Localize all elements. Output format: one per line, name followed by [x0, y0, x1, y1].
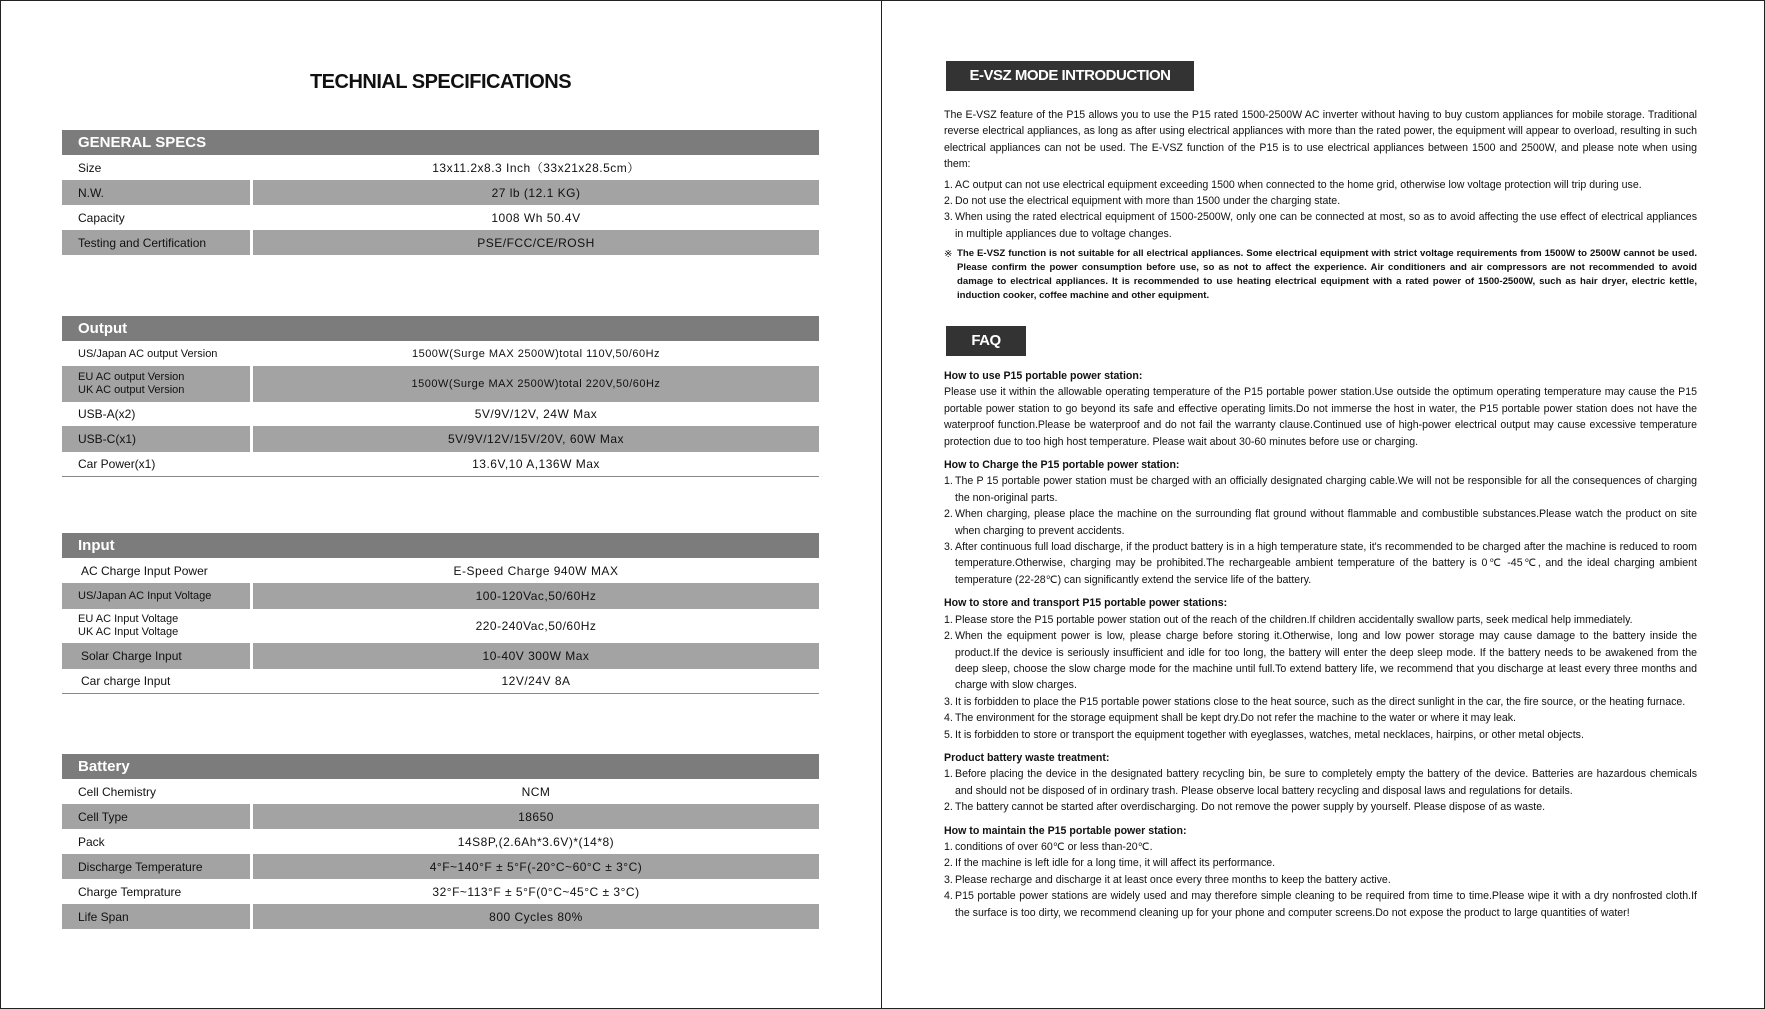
- table-row: [62, 402, 819, 426]
- list-item: 1. AC output can not use electrical equipment exceeding 1500 when connected to the home grid, otherwise low voltage protection will trip during use.: [944, 178, 1642, 191]
- section-heading: Battery: [62, 754, 819, 779]
- spec-value: 800 Cycles 80%: [253, 904, 819, 929]
- table-row: [62, 180, 819, 205]
- spec-value: 27 lb (12.1 KG): [253, 180, 819, 205]
- spec-value: 32°F~113°F ± 5°F(0°C~45°C ± 3°C): [432, 884, 640, 899]
- page-divider: [881, 0, 882, 1009]
- list-item: 3. After continuous full load discharge, if the product battery is in a high temperature state, it's recommended to be charged after the machine is reduced to room temperature.Otherwise, charging may be prohibited.The rechargeable ambient temperature of the battery is 0℃ -45℃, and the ideal charging ambient temperature (22-28℃) can significantly extend the service life of the battery.: [944, 541, 1697, 586]
- table-row: [62, 155, 819, 180]
- faq-badge: FAQ: [946, 326, 1026, 356]
- spec-key: [62, 609, 250, 643]
- input-table: [62, 533, 819, 694]
- spec-key: Solar Charge Input: [62, 643, 250, 669]
- spec-key: USB-A(x2): [78, 407, 136, 421]
- list-item: 1. The P 15 portable power station must be charged with an officially designated charging cable.We will not be responsible for all the consequences of charging the non-original parts.: [944, 475, 1697, 504]
- list-item: 3. Please recharge and discharge it at least once every three months to keep the battery active.: [944, 873, 1391, 886]
- evsz-note: [944, 247, 1697, 303]
- spec-key: Capacity: [78, 210, 125, 225]
- spec-key: Discharge Temperature: [62, 854, 250, 879]
- faq-question: How to store and transport P15 portable power stations:: [944, 597, 1228, 610]
- spec-key: Life Span: [62, 904, 250, 929]
- table-row: [62, 829, 819, 854]
- output-table: [62, 316, 819, 477]
- table-row: [62, 205, 819, 230]
- table-row: [62, 366, 819, 402]
- spec-key: Pack: [78, 834, 105, 849]
- list-item: 2. If the machine is left idle for a long time, it will affect its performance.: [944, 857, 1276, 870]
- page-title: TECHNIAL SPECIFICATIONS: [309, 71, 572, 93]
- section-heading: Output: [62, 316, 819, 341]
- table-row: [62, 643, 819, 669]
- faq-question: Product battery waste treatment:: [944, 751, 1110, 764]
- table-row: [62, 854, 819, 879]
- list-item: 1. conditions of over 60℃ or less than-20℃.: [944, 840, 1153, 853]
- spec-key: Charge Temprature: [78, 884, 182, 899]
- spec-key: Cell Type: [62, 804, 250, 829]
- battery-table: [62, 754, 819, 929]
- faq-answer: Please use it within the allowable operating temperature of the P15 portable power station.Use outside the optimum operating temperature may cause the P15 portable power station to go beyond its safe and effective operating limits.Do not immerse the host in water, the P15 portable power station does not have the waterproof function.Please be waterproof and do not fail the warranty clause.Continued use of high-power electrical output may cause excessive temperature protection due to too high host temperature. Please wait about 30-60 minutes before use or charging.: [944, 386, 1697, 448]
- spec-key: Size: [78, 160, 102, 175]
- list-item: 4. P15 portable power stations are widely used and may therefore simple cleaning to be required from time to time.Please wipe it with a dry nonfrosted cloth.If the surface is too dirty, we recommend cleaning up for your phone and computer screens.Do not expose the product to large quantities of water!: [944, 890, 1697, 919]
- note-text: The E-VSZ function is not suitable for all electrical appliances. Some electrical equipment with strict voltage requirements from 1500W to 2500W cannot be used. Please confirm the power consumption before use, so as not to affect the experience. Air conditioners and air compressors are not recommended to avoid damage to electrical appliances. It is recommended to use heating electrical equipment with a rated power of 1500-2500W, such as hair dryer, electric kettle, induction cooker, coffee machine and other equipment.: [957, 248, 1697, 302]
- spec-value: PSE/FCC/CE/ROSH: [253, 230, 819, 255]
- evsz-section: [944, 107, 1697, 303]
- spec-value: E-Speed Charge 940W MAX: [453, 563, 619, 578]
- table-row: [62, 669, 819, 693]
- spec-value: 4°F~140°F ± 5°F(-20°C~60°C ± 3°C): [253, 854, 819, 879]
- list-item: 2. When the equipment power is low, please charge before storing it.Otherwise, long and low power storage may cause damage to the battery inside the product.If the device is seriously insufficient and idle for too long, the battery will enter the deep sleep mode. If the battery needs to be awakened from the deep sleep, choose the slow charge mode for the machine until full.To extend battery life, we recommend that you discharge at least every three months and charge with slow charges.: [944, 630, 1697, 692]
- evsz-intro: The E-VSZ feature of the P15 allows you to use the P15 rated 1500-2500W AC inverter without having to buy custom appliances for mobile storage. Traditional reverse electrical appliances, as long as after using electrical appliances with more than the rated power, the equipment will appear to overload, resulting in such electrical appliances can not be used. The E-VSZ function of the P15 is to use electrical appliances between 1500 and 2500W, and please note when using them:: [944, 109, 1697, 171]
- evsz-badge: E-VSZ MODE INTRODUCTION: [946, 61, 1194, 91]
- table-row: [62, 804, 819, 829]
- spec-value: 14S8P,(2.6Ah*3.6V)*(14*8): [457, 834, 615, 849]
- spec-value: 1500W(Surge MAX 2500W)total 110V,50/60Hz: [411, 347, 661, 360]
- spec-value: 1008 Wh 50.4V: [491, 210, 581, 225]
- list-item: 5. It is forbidden to store or transport the equipment together with eyeglasses, watches, metal necklaces, hairpins, or other metal objects.: [944, 728, 1584, 741]
- spec-key: Cell Chemistry: [78, 784, 157, 799]
- spec-key: Testing and Certification: [62, 230, 250, 255]
- list-item: 2. When charging, please place the machine on the surrounding flat ground without flammable and combustible substances.Please watch the product on site when charging to prevent accidents.: [944, 508, 1697, 537]
- spec-value: 5V/9V/12V/15V/20V, 60W Max: [253, 426, 819, 452]
- note-mark: ※: [944, 249, 953, 261]
- spec-value: 100-120Vac,50/60Hz: [253, 583, 819, 609]
- list-item: 1. Before placing the device in the designated battery recycling bin, be sure to completely empty the battery of the device. Batteries are hazardous chemicals and should not be disposed of in ordinary trash. Please observe local battery recycling and disposal laws and regulations for details.: [944, 768, 1697, 797]
- table-bottom-rule: [62, 476, 819, 477]
- list-item: 1. Please store the P15 portable power station out of the reach of the children.If children accidentally swallow parts, seek medical help immediately.: [944, 613, 1633, 626]
- spec-value: 13x11.2x8.3 Inch（33x21x28.5cm）: [432, 161, 640, 175]
- spec-key: Car charge Input: [81, 674, 171, 688]
- spec-value: 13.6V,10 A,136W Max: [472, 457, 600, 471]
- spec-value: 12V/24V 8A: [501, 674, 571, 688]
- spec-key: US/Japan AC Input Voltage: [62, 583, 250, 609]
- table-row: [62, 452, 819, 476]
- table-row: [62, 779, 819, 804]
- faq-question: How to Charge the P15 portable power station:: [944, 459, 1180, 472]
- table-row: [62, 230, 819, 255]
- spec-key: US/Japan AC output Version: [78, 347, 218, 360]
- spec-key-line: EU AC Input Voltage: [78, 613, 179, 625]
- table-row: [62, 583, 819, 609]
- section-heading: Input: [62, 533, 819, 558]
- general-specs-table: [62, 130, 819, 255]
- faq-question: How to use P15 portable power station:: [944, 370, 1143, 382]
- spec-value: 18650: [253, 804, 819, 829]
- list-item: 2. Do not use the electrical equipment with more than 1500 under the charging state.: [944, 195, 1341, 208]
- table-row: [62, 904, 819, 929]
- spec-key: AC Charge Input Power: [81, 563, 208, 578]
- table-row: [62, 341, 819, 366]
- list-item: 2. The battery cannot be started after overdischarging. Do not remove the power supply by yourself. Please dispose of as waste.: [944, 801, 1546, 814]
- list-item: 4. The environment for the storage equipment shall be kept dry.Do not refer the machine to the water or where it may leak.: [944, 712, 1516, 725]
- table-row: [62, 609, 819, 643]
- table-row: [62, 879, 819, 904]
- table-bottom-rule: [62, 693, 819, 694]
- table-row: [62, 426, 819, 452]
- spec-key-line: UK AC Input Voltage: [78, 626, 179, 638]
- spec-key-line: UK AC output Version: [78, 384, 185, 396]
- spec-key: USB-C(x1): [62, 426, 250, 452]
- spec-value: 220-240Vac,50/60Hz: [475, 619, 597, 633]
- spec-key: Car Power(x1): [78, 457, 156, 471]
- table-row: [62, 558, 819, 583]
- spec-value: NCM: [521, 784, 551, 799]
- spec-key: [62, 366, 250, 402]
- spec-value: 5V/9V/12V, 24W Max: [474, 407, 598, 421]
- spec-key-line: EU AC output Version: [78, 371, 185, 383]
- list-item: 3. When using the rated electrical equipment of 1500-2500W, only one can be connected at most, so as to avoid affecting the use effect of electrical appliances in multiple appliances due to voltage changes.: [944, 211, 1697, 240]
- spec-value: 10-40V 300W Max: [253, 643, 819, 669]
- faq-section: [944, 368, 1697, 921]
- spec-key: N.W.: [62, 180, 250, 205]
- section-heading: GENERAL SPECS: [62, 130, 819, 155]
- spec-value: 1500W(Surge MAX 2500W)total 220V,50/60Hz: [253, 366, 819, 402]
- faq-question: How to maintain the P15 portable power station:: [944, 824, 1187, 837]
- list-item: 3. It is forbidden to place the P15 portable power stations close to the heat source, such as the direct sunlight in the car, the fire source, or the heating furnace.: [944, 695, 1686, 708]
